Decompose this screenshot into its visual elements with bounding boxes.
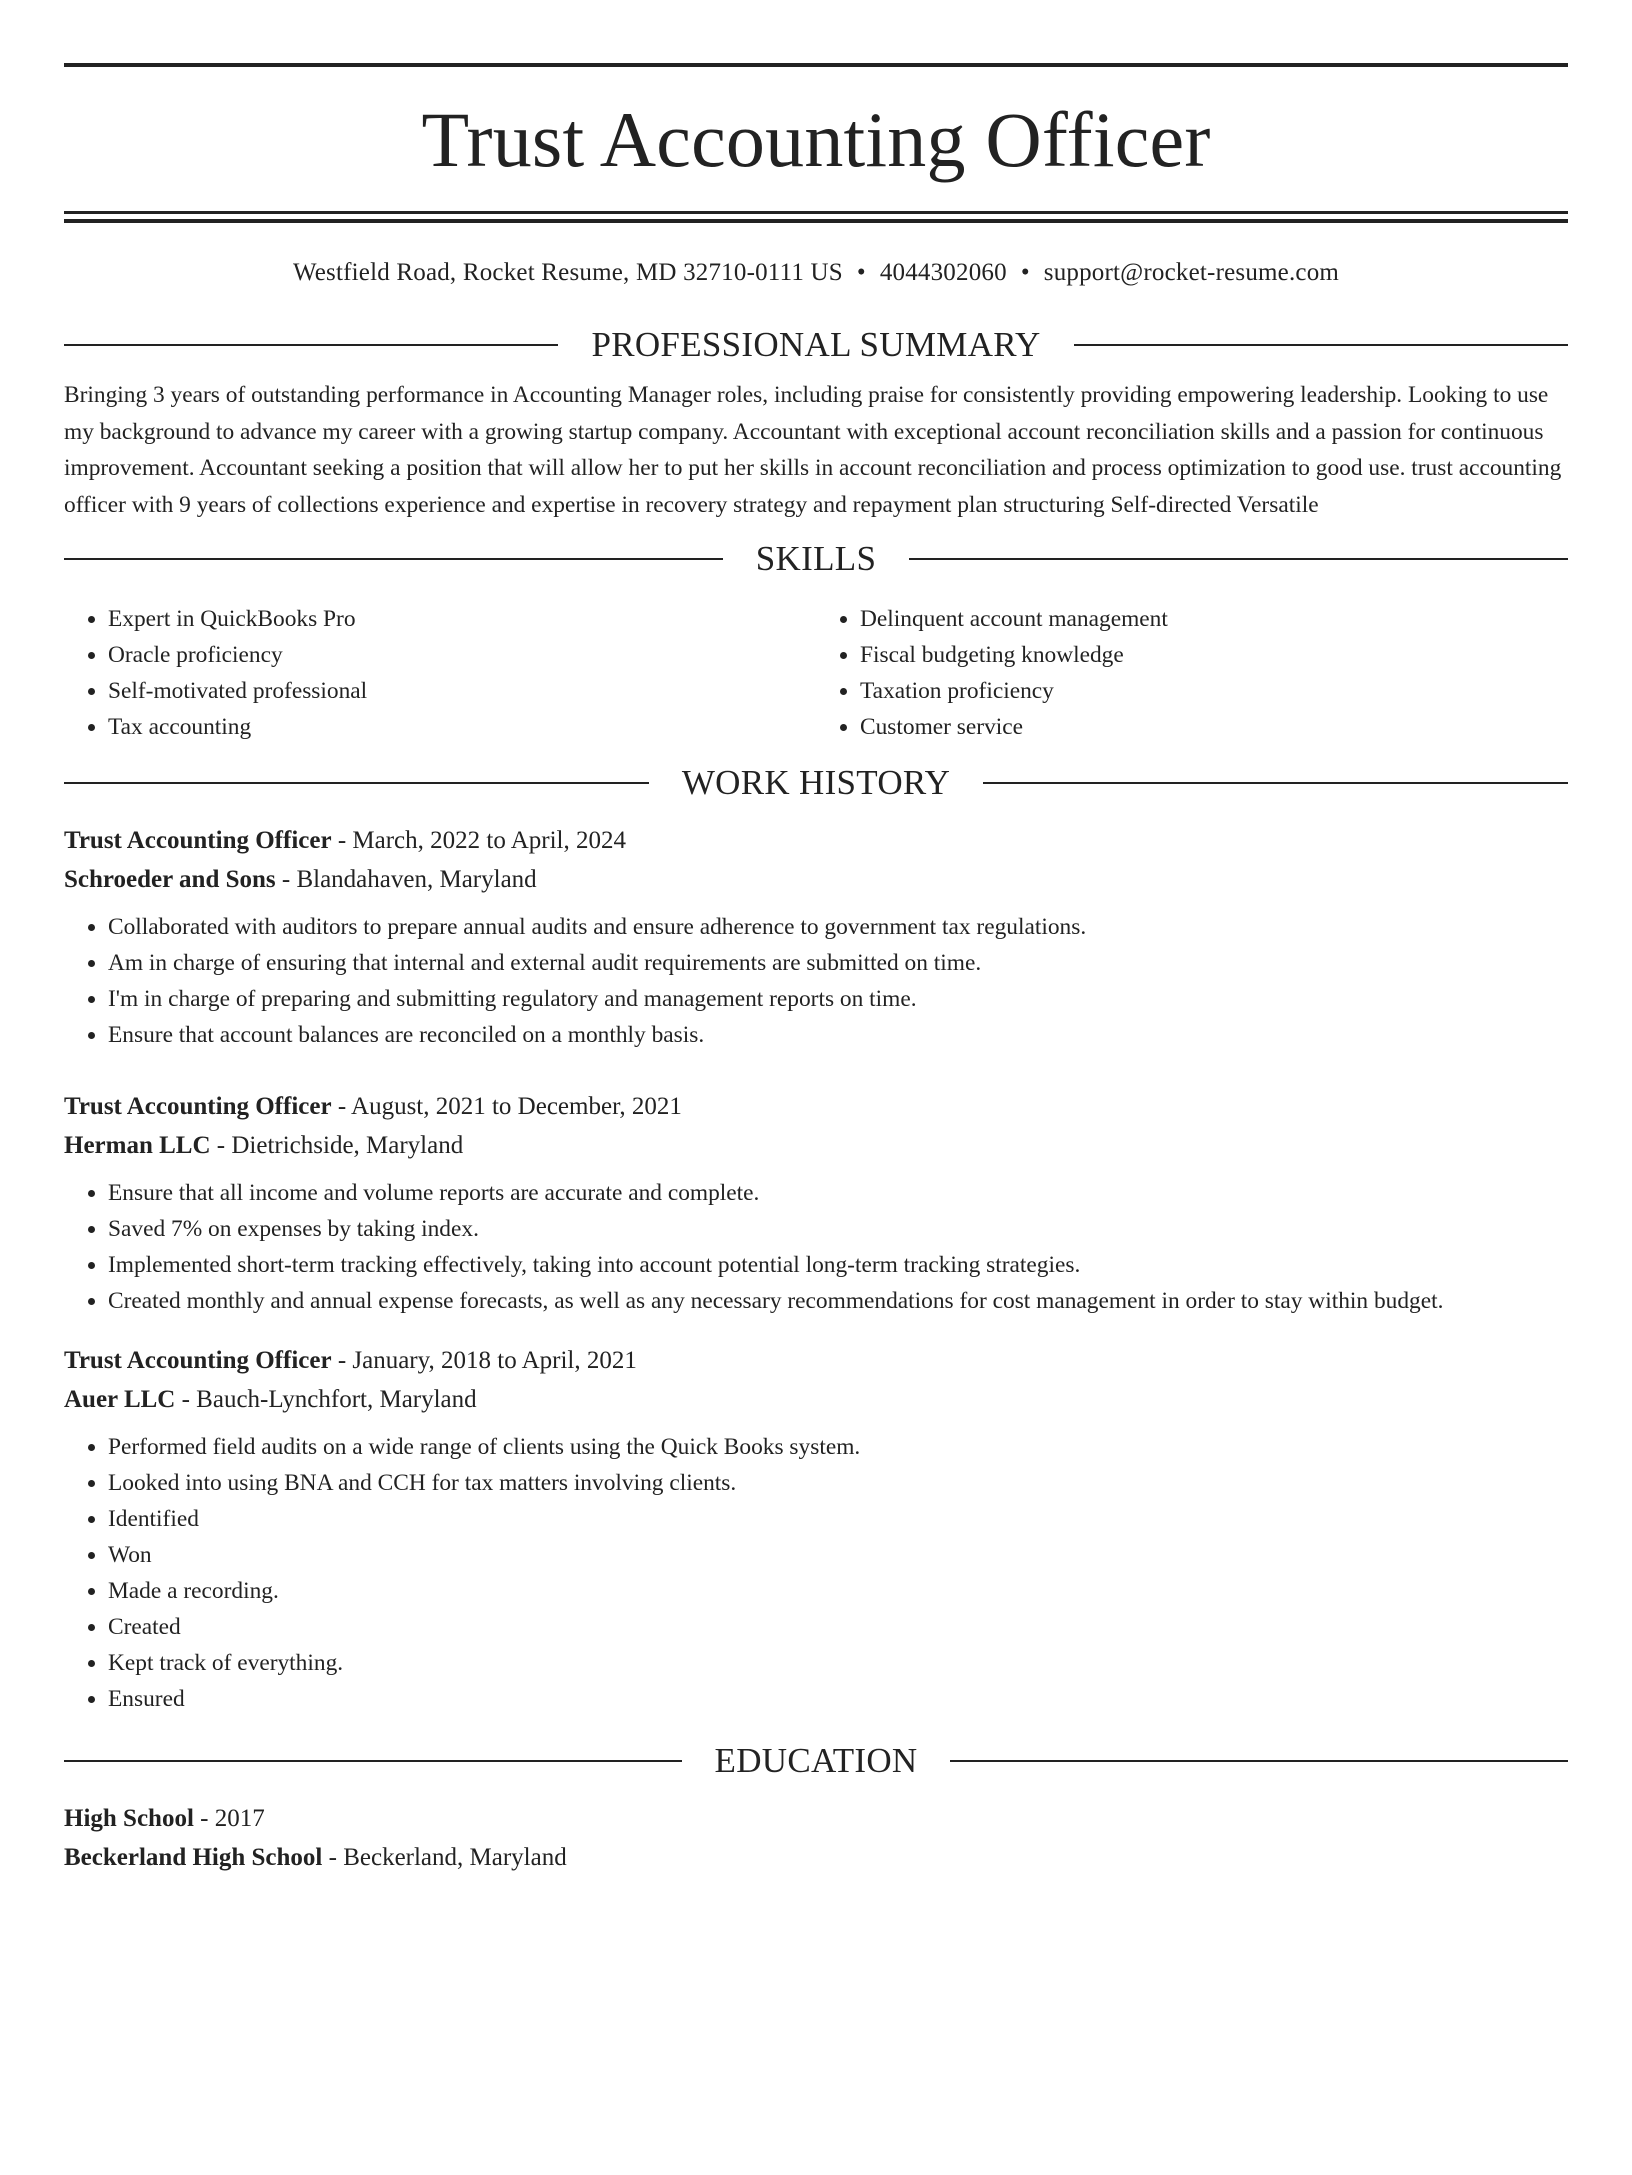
job-bullet: • Ensure that account balances are reconciled on a monthly basis. <box>108 1017 1568 1053</box>
skill-item: • Tax accounting <box>108 709 816 745</box>
section-title: EDUCATION <box>714 1741 918 1780</box>
skill-item: • Delinquent account management <box>860 601 1568 637</box>
section-heading-education <box>64 1739 1568 1783</box>
job-bullet: • Kept track of everything. <box>108 1645 1568 1681</box>
section-heading-summary <box>64 323 1568 367</box>
resume-title: Trust Accounting Officer <box>421 96 1211 183</box>
section-heading-work <box>64 761 1568 805</box>
skills-columns <box>64 601 1568 745</box>
job-company-line <box>64 1126 1568 1165</box>
skills-list-left <box>64 601 816 745</box>
job-title-line <box>64 821 1568 860</box>
job-bullet: • Created monthly and annual expense forecasts, as well as any necessary recommendations for cost management in order to stay within budget. <box>108 1283 1568 1319</box>
contact-phone: 4044302060 <box>879 259 1007 286</box>
job-dates: - August, 2021 to December, 2021 <box>331 1093 682 1120</box>
job-company-line <box>64 860 1568 899</box>
skills-list-right <box>816 601 1568 745</box>
job-company: Herman LLC <box>64 1132 211 1159</box>
section-title: SKILLS <box>755 539 877 578</box>
section-title: WORK HISTORY <box>681 763 951 802</box>
education-school: Beckerland High School <box>64 1844 323 1871</box>
summary-text: Bringing 3 years of outstanding performance in Accounting Manager roles, including praise for consistently providing empowering leadership. Looking to use my background to advance my career with a growing startup company. Accountant with exceptional account reconciliation skills and a passion for continuous improvement. Accountant seeking a position that will allow her to put her skills in account reconciliation and process optimization to good use. trust accounting officer with 9 years of collections experience and expertise in recovery strategy and repayment plan structuring Self-directed Versatile <box>64 382 1562 518</box>
job-bullet: • Ensure that all income and volume reports are accurate and complete. <box>108 1175 1568 1211</box>
heading-rule-right <box>950 1760 1568 1762</box>
skill-item: • Expert in QuickBooks Pro <box>108 601 816 637</box>
resume-page <box>0 63 1632 2175</box>
job-title: Trust Accounting Officer <box>64 1347 332 1374</box>
job-bullets <box>64 909 1568 1053</box>
job-company: Auer LLC <box>64 1386 176 1413</box>
contact-separator: • <box>1020 259 1030 286</box>
job-entry <box>64 821 1568 1053</box>
title-double-rule <box>64 211 1568 223</box>
education-degree: High School <box>64 1805 194 1832</box>
job-bullet: • Am in charge of ensuring that internal and external audit requirements are submitted on time. <box>108 945 1568 981</box>
heading-rule-left <box>64 1760 682 1762</box>
contact-address: Westfield Road, Rocket Resume, MD 32710-0111 US <box>292 259 843 286</box>
job-bullet: • Collaborated with auditors to prepare annual audits and ensure adherence to government tax regulations. <box>108 909 1568 945</box>
education-school-line <box>64 1838 1568 1877</box>
job-bullet: • I'm in charge of preparing and submitting regulatory and management reports on time. <box>108 981 1568 1017</box>
job-company-line <box>64 1380 1568 1419</box>
education-year: - 2017 <box>193 1805 265 1832</box>
heading-rule-left <box>64 344 558 346</box>
education-degree-line <box>64 1799 1568 1838</box>
job-title-line <box>64 1087 1568 1126</box>
job-bullets <box>64 1175 1568 1319</box>
job-bullet: • Looked into using BNA and CCH for tax matters involving clients. <box>108 1465 1568 1501</box>
job-entry <box>64 1341 1568 1717</box>
job-location: - Blandahaven, Maryland <box>275 866 537 893</box>
job-dates: - March, 2022 to April, 2024 <box>331 827 626 854</box>
top-rule <box>64 63 1568 67</box>
education-location: - Beckerland, Maryland <box>322 1844 567 1871</box>
job-location: - Bauch-Lynchfort, Maryland <box>175 1386 477 1413</box>
heading-rule-right <box>909 558 1568 560</box>
skill-item: • Fiscal budgeting knowledge <box>860 637 1568 673</box>
job-company: Schroeder and Sons <box>64 866 276 893</box>
heading-rule-right <box>1074 344 1568 346</box>
skill-item: • Self-motivated professional <box>108 673 816 709</box>
section-title: PROFESSIONAL SUMMARY <box>591 325 1041 364</box>
job-bullet: • Saved 7% on expenses by taking index. <box>108 1211 1568 1247</box>
job-dates: - January, 2018 to April, 2021 <box>331 1347 637 1374</box>
education-entry <box>64 1799 1568 1877</box>
job-title: Trust Accounting Officer <box>64 1093 332 1120</box>
job-location: - Dietrichside, Maryland <box>210 1132 464 1159</box>
job-entry <box>64 1087 1568 1319</box>
section-heading-skills <box>64 537 1568 581</box>
heading-rule-left <box>64 558 723 560</box>
job-bullets <box>64 1429 1568 1717</box>
skill-item: • Taxation proficiency <box>860 673 1568 709</box>
job-title-line <box>64 1341 1568 1380</box>
job-bullet: • Ensured <box>108 1681 1568 1717</box>
heading-rule-right <box>983 782 1568 784</box>
job-bullet: • Made a recording. <box>108 1573 1568 1609</box>
job-bullet: • Won <box>108 1537 1568 1573</box>
contact-separator: • <box>856 259 866 286</box>
contact-line <box>64 257 1568 289</box>
skill-item: • Oracle proficiency <box>108 637 816 673</box>
heading-rule-left <box>64 782 649 784</box>
contact-email: support@rocket-resume.com <box>1043 259 1340 286</box>
job-bullet: • Performed field audits on a wide range of clients using the Quick Books system. <box>108 1429 1568 1465</box>
job-bullet: • Implemented short-term tracking effectively, taking into account potential long-term tracking strategies. <box>108 1247 1568 1283</box>
job-title: Trust Accounting Officer <box>64 827 332 854</box>
job-bullet: • Identified <box>108 1501 1568 1537</box>
skill-item: • Customer service <box>860 709 1568 745</box>
job-bullet: • Created <box>108 1609 1568 1645</box>
